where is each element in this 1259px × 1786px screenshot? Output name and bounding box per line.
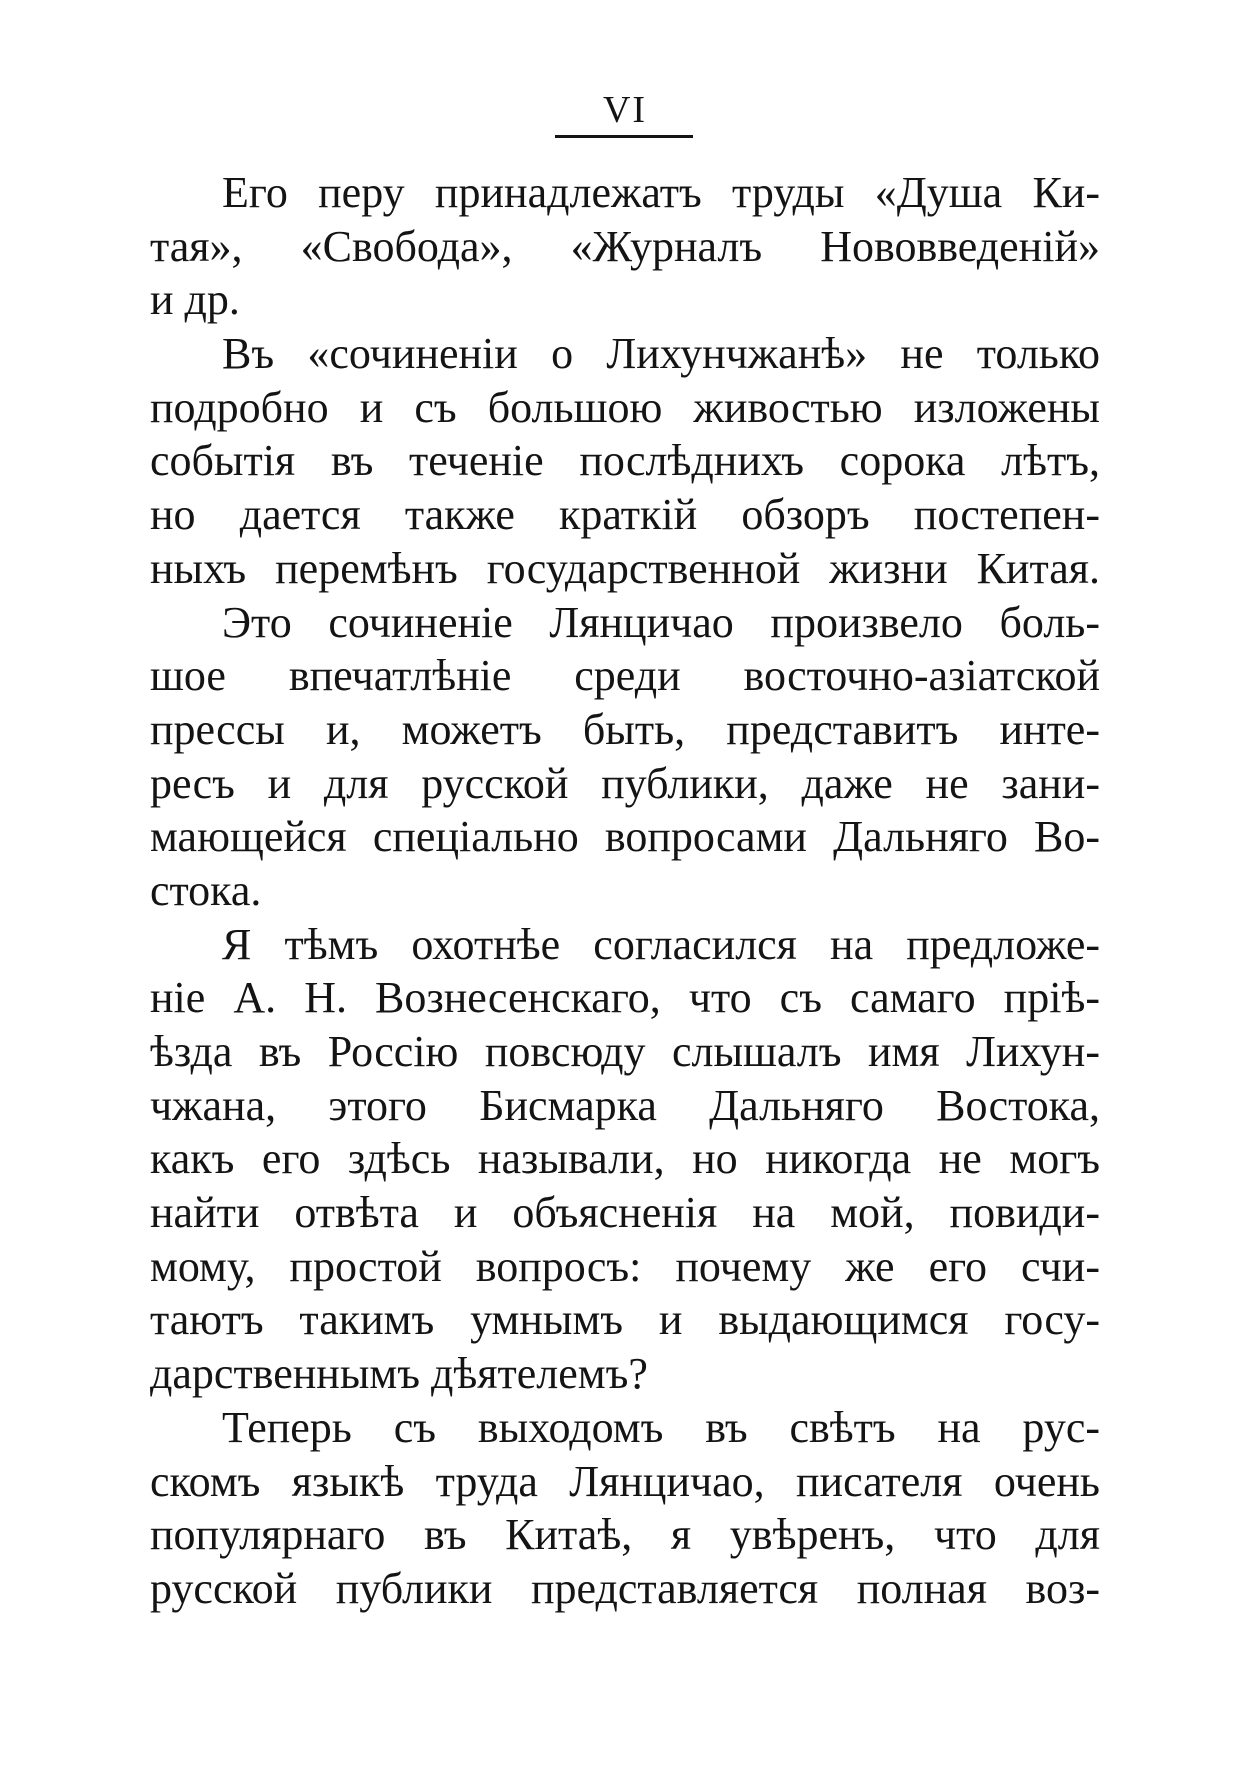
text-line: шое впечатлѣніе среди восточно-азіатской (150, 651, 1100, 701)
text-line: ресъ и для русской публики, даже не зани- (150, 758, 1100, 808)
text-line: тая», «Свобода», «Журналъ Нововведеній» (150, 221, 1100, 271)
text-line: подробно и съ большою живостью изложены (150, 382, 1100, 432)
text-line: таютъ такимъ умнымъ и выдающимся госу- (150, 1295, 1100, 1345)
text-line: ніе А. Н. Вознесенскаго, что съ самаго пріѣ- (150, 973, 1100, 1023)
text-line: дарственнымъ дѣятелемъ? (150, 1349, 648, 1399)
text-line: мающейся спеціально вопросами Дальняго Во- (150, 812, 1100, 862)
body-text (150, 166, 1100, 1616)
text-line: ѣзда въ Россію повсюду слышалъ имя Лихун- (150, 1027, 1100, 1076)
text-line: чжана, этого Бисмарка Дальняго Востока, (150, 1080, 1100, 1130)
text-line: ныхъ перемѣнъ государственной жизни Китая. (150, 543, 1100, 593)
text-line: найти отвѣта и объясненія на мой, повиди- (150, 1188, 1100, 1238)
page-number-rule (555, 135, 693, 138)
text-line: популярнаго въ Китаѣ, я увѣренъ, что для (150, 1510, 1100, 1560)
text-line: скомъ языкѣ труда Лянцичао, писателя очень (150, 1456, 1100, 1506)
text-line: событія въ теченіе послѣднихъ сорока лѣтъ, (150, 436, 1100, 486)
page-number: VI (602, 89, 648, 131)
text-line: стока. (150, 865, 262, 915)
text-line: какъ его здѣсь называли, но никогда не могъ (150, 1134, 1100, 1184)
text-line: Теперь съ выходомъ въ свѣтъ на рус- (222, 1402, 1100, 1452)
text-line: мому, простой вопросъ: почему же его счи- (150, 1241, 1100, 1291)
text-line: Его перу принадлежатъ труды «Душа Ки- (222, 168, 1100, 217)
text-line: русской публики представляется полная воз- (150, 1563, 1100, 1613)
text-line: но дается также краткій обзоръ постепен- (150, 490, 1100, 540)
text-line: Я тѣмъ охотнѣе согласился на предложе- (222, 919, 1100, 969)
text-line: и др. (150, 275, 240, 325)
text-line: Это сочиненіе Лянцичао произвело боль- (222, 597, 1100, 647)
text-line: прессы и, можетъ быть, представитъ инте- (150, 704, 1100, 754)
text-line: Въ «сочиненіи о Лихунчжанѣ» не только (222, 329, 1100, 379)
